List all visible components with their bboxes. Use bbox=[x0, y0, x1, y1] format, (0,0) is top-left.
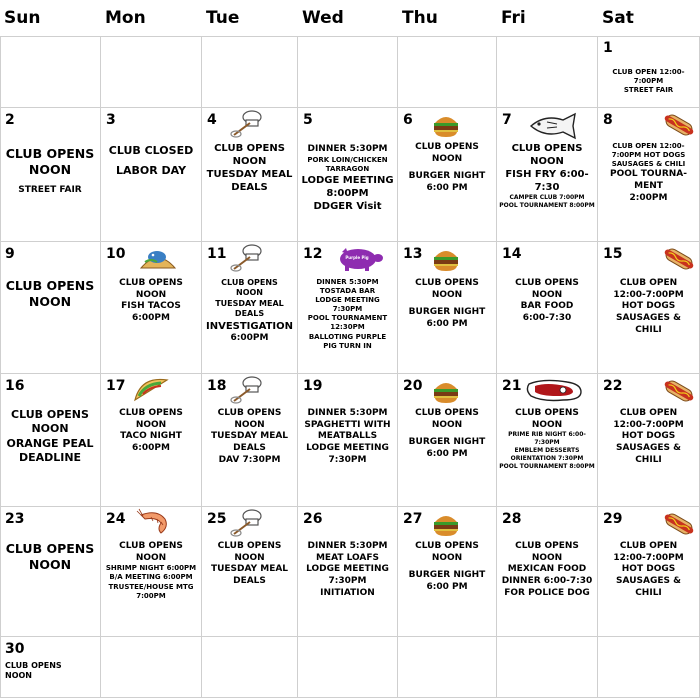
event-line: 6:00 PM bbox=[426, 582, 468, 593]
day-number: 11 bbox=[207, 246, 227, 262]
fish-taco-icon bbox=[137, 246, 179, 274]
day-number: 8 bbox=[603, 112, 613, 128]
event-line: PORK LOIN/CHICKEN bbox=[307, 155, 388, 164]
event-line: CLUB OPENS bbox=[217, 408, 282, 418]
event-line: SAUSAGES & bbox=[616, 313, 681, 324]
event-line: STREET FAIR bbox=[18, 184, 82, 195]
event-list bbox=[497, 278, 597, 325]
event-line: CLUB OPEN 12:00- bbox=[612, 68, 685, 76]
day-cell-5[interactable] bbox=[298, 108, 398, 242]
day-number: 4 bbox=[207, 112, 217, 128]
day-number: 7 bbox=[502, 112, 512, 128]
event-list bbox=[101, 541, 201, 601]
day-number: 21 bbox=[502, 378, 522, 394]
event-line: CLUB OPENS bbox=[415, 142, 479, 152]
day-cell-29[interactable] bbox=[598, 507, 700, 637]
weekday-header-wed: Wed bbox=[302, 8, 344, 28]
icon-caption: Purple Pig bbox=[345, 255, 369, 260]
event-line: CLUB OPENS bbox=[119, 541, 183, 551]
day-cell-empty bbox=[101, 637, 202, 698]
event-line: CLUB OPENS bbox=[515, 408, 579, 418]
event-line: INITIATION bbox=[320, 587, 375, 598]
event-line: HOT DOGS bbox=[621, 301, 676, 312]
event-list bbox=[598, 278, 699, 336]
event-line: 12:00-7:00PM bbox=[613, 419, 684, 430]
event-line: PIG TURN IN bbox=[323, 341, 372, 350]
event-line: ORIENTATION 7:30PM bbox=[510, 454, 584, 462]
event-line: 7:30PM bbox=[328, 454, 367, 465]
day-cell-23[interactable] bbox=[0, 507, 101, 637]
event-line: 6:00 PM bbox=[426, 449, 468, 460]
day-number: 12 bbox=[303, 246, 323, 262]
event-list bbox=[202, 408, 297, 466]
event-line: HOT DOGS bbox=[621, 431, 676, 442]
event-line: DEADLINE bbox=[18, 450, 82, 464]
day-cell-27[interactable] bbox=[398, 507, 497, 637]
purple-pig-icon bbox=[336, 246, 384, 272]
hot-dog-icon bbox=[662, 110, 696, 140]
day-cell-empty bbox=[298, 637, 398, 698]
day-number: 15 bbox=[603, 246, 623, 262]
event-line: SAUSAGES & CHILI bbox=[611, 160, 686, 169]
event-line: DDGER Visit bbox=[313, 200, 382, 212]
event-line: POOL TOURNAMENT 8:00PM bbox=[499, 201, 595, 209]
day-cell-empty bbox=[598, 637, 700, 698]
event-line: CLUB CLOSED bbox=[108, 144, 194, 157]
event-line: CAMPER CLUB 7:00PM bbox=[509, 194, 585, 201]
day-number: 28 bbox=[502, 511, 522, 527]
event-line: TUESDAY MEAL bbox=[210, 431, 289, 442]
event-line: B/A MEETING 6:00PM bbox=[109, 573, 193, 582]
event-line: CLUB OPEN bbox=[619, 408, 678, 418]
chef-hat-whisk-icon bbox=[230, 375, 264, 405]
event-list bbox=[398, 408, 496, 461]
day-number: 13 bbox=[403, 246, 423, 262]
event-line: CLUB OPENS bbox=[221, 278, 278, 287]
event-line: NOON bbox=[135, 552, 167, 563]
event-line: INVESTIGATION bbox=[206, 320, 293, 332]
event-line: LODGE MEETING bbox=[301, 174, 394, 186]
day-cell-3[interactable] bbox=[101, 108, 202, 242]
event-line: 12:00-7:00PM bbox=[613, 552, 684, 563]
event-line: TRUSTEE/HOUSE MTG bbox=[108, 582, 194, 591]
event-line: 7:00PM HOT DOGS bbox=[611, 151, 686, 160]
weekday-header-sun: Sun bbox=[4, 8, 41, 28]
event-list bbox=[202, 278, 297, 344]
event-line: NOON bbox=[31, 422, 69, 436]
event-line: CLUB OPENS bbox=[515, 278, 579, 288]
burger-icon bbox=[432, 378, 460, 404]
event-line: CLUB OPENS bbox=[5, 661, 62, 670]
event-line: FISH TACOS bbox=[121, 301, 181, 312]
event-line: DAV 7:30PM bbox=[218, 454, 281, 465]
event-line: POOL TOURNAMENT bbox=[307, 314, 388, 323]
event-list bbox=[5, 661, 100, 682]
event-line: SPAGHETTI WITH bbox=[304, 419, 391, 430]
event-line: DEALS bbox=[231, 182, 268, 193]
day-cell-empty bbox=[202, 637, 298, 698]
event-line: FISH FRY 6:00- bbox=[505, 169, 589, 180]
day-number: 18 bbox=[207, 378, 227, 394]
event-line: FOR POLICE DOG bbox=[504, 587, 590, 598]
weekday-header-fri: Fri bbox=[501, 8, 526, 28]
event-line: TUESDAY MEAL bbox=[210, 564, 289, 575]
event-line: 7:00PM bbox=[633, 77, 664, 86]
day-cell-17[interactable] bbox=[101, 374, 202, 507]
day-number: 16 bbox=[5, 378, 25, 394]
event-line: CLUB OPENS bbox=[11, 408, 89, 421]
event-line: 6:00 PM bbox=[426, 183, 468, 194]
day-cell-14[interactable] bbox=[497, 242, 598, 374]
day-cell-16[interactable] bbox=[0, 374, 101, 507]
event-list bbox=[298, 541, 397, 599]
event-line: NOON bbox=[531, 289, 563, 300]
event-list bbox=[0, 146, 100, 196]
event-line: DINNER 6:00-7:30 bbox=[501, 576, 593, 587]
chef-hat-whisk-icon bbox=[230, 508, 264, 538]
day-number: 17 bbox=[106, 378, 126, 394]
event-list bbox=[598, 408, 699, 466]
event-line: CHILI bbox=[635, 324, 662, 335]
event-line: NOON bbox=[431, 289, 463, 300]
event-line: BURGER NIGHT bbox=[408, 437, 486, 448]
day-number: 5 bbox=[303, 112, 313, 128]
event-list bbox=[497, 408, 597, 470]
event-line: 8:00PM bbox=[326, 187, 369, 199]
event-line: CLUB OPEN bbox=[619, 278, 678, 288]
event-list bbox=[598, 68, 699, 95]
day-cell-empty bbox=[398, 637, 497, 698]
event-line: NOON bbox=[531, 419, 563, 430]
event-line: 7:30PM bbox=[534, 439, 560, 447]
event-line: NOON bbox=[234, 419, 265, 430]
event-line: NOON bbox=[28, 557, 72, 573]
day-number: 10 bbox=[106, 246, 126, 262]
event-list bbox=[398, 541, 496, 594]
day-cell-8[interactable] bbox=[598, 108, 700, 242]
event-line: NOON bbox=[28, 162, 72, 178]
event-line: LODGE MEETING bbox=[306, 443, 389, 454]
day-number: 24 bbox=[106, 511, 126, 527]
shrimp-icon bbox=[135, 507, 175, 537]
taco-icon bbox=[131, 374, 171, 404]
burger-icon bbox=[432, 511, 460, 537]
event-line: CLUB OPENS bbox=[5, 278, 95, 293]
event-line: LODGE MEETING bbox=[315, 296, 380, 305]
event-line: DEALS bbox=[234, 309, 265, 319]
event-line: SAUSAGES & bbox=[616, 576, 681, 587]
day-cell-20[interactable] bbox=[398, 374, 497, 507]
event-line: MEXICAN FOOD bbox=[507, 564, 587, 575]
event-line: NOON bbox=[234, 552, 265, 563]
day-cell-empty bbox=[497, 637, 598, 698]
day-cell-1[interactable] bbox=[598, 36, 700, 108]
event-line: CLUB OPENS bbox=[415, 541, 479, 551]
day-cell-11[interactable] bbox=[202, 242, 298, 374]
event-line: TUESDAY MEAL bbox=[206, 169, 293, 180]
day-cell-empty bbox=[0, 36, 101, 108]
event-line: CLUB OPENS bbox=[119, 408, 183, 418]
burger-icon bbox=[432, 112, 460, 138]
day-cell-2[interactable] bbox=[0, 108, 101, 242]
event-line: CLUB OPEN 12:00- bbox=[612, 142, 685, 150]
event-line: CLUB OPENS bbox=[415, 278, 479, 288]
day-cell-13[interactable] bbox=[398, 242, 497, 374]
event-line: 12:00-7:00PM bbox=[613, 289, 684, 300]
event-line: NOON bbox=[236, 288, 263, 298]
event-line: NOON bbox=[431, 153, 463, 164]
hot-dog-icon bbox=[662, 244, 696, 274]
chef-hat-whisk-icon bbox=[230, 109, 264, 139]
event-line: POOL TOURNA- bbox=[609, 169, 688, 180]
day-cell-19[interactable] bbox=[298, 374, 398, 507]
day-number: 19 bbox=[303, 378, 323, 394]
event-line: STREET FAIR bbox=[623, 86, 674, 95]
event-list bbox=[0, 278, 100, 311]
day-cell-12[interactable] bbox=[298, 242, 398, 374]
event-list bbox=[202, 541, 297, 588]
event-line: NOON bbox=[531, 552, 563, 563]
event-line: EMBLEM DESSERTS bbox=[514, 446, 580, 454]
event-line: MEATBALLS bbox=[317, 431, 378, 442]
hot-dog-icon bbox=[662, 509, 696, 539]
event-list bbox=[202, 142, 297, 194]
event-line: 6:00PM bbox=[132, 443, 170, 454]
event-list bbox=[298, 278, 397, 351]
event-list bbox=[398, 278, 496, 331]
day-cell-15[interactable] bbox=[598, 242, 700, 374]
event-line: DEALS bbox=[233, 576, 266, 587]
hot-dog-icon bbox=[662, 376, 696, 406]
event-list bbox=[398, 142, 496, 195]
day-cell-4[interactable] bbox=[202, 108, 298, 242]
day-number: 14 bbox=[502, 246, 522, 262]
day-cell-24[interactable] bbox=[101, 507, 202, 637]
weekday-header-sat: Sat bbox=[602, 8, 634, 28]
event-line: DINNER 5:30PM bbox=[316, 278, 379, 286]
day-number: 25 bbox=[207, 511, 227, 527]
event-line: BURGER NIGHT bbox=[408, 171, 486, 182]
day-number: 30 bbox=[5, 641, 25, 657]
day-cell-empty bbox=[202, 36, 298, 108]
event-line: CLUB OPENS bbox=[217, 541, 282, 551]
event-list bbox=[497, 142, 597, 210]
event-line: NOON bbox=[530, 156, 564, 167]
event-line: LODGE MEETING bbox=[306, 564, 389, 575]
event-line: SAUSAGES & bbox=[616, 443, 681, 454]
event-line: NOON bbox=[431, 419, 463, 430]
day-cell-9[interactable] bbox=[0, 242, 101, 374]
event-line: NOON bbox=[28, 294, 72, 310]
event-line: 6:00-7:30 bbox=[522, 313, 572, 324]
day-number: 9 bbox=[5, 246, 15, 262]
event-list bbox=[497, 541, 597, 599]
event-list bbox=[0, 408, 100, 465]
event-line: CLUB OPENS bbox=[511, 143, 583, 154]
event-line: PRIME RIB NIGHT 6:00- bbox=[508, 431, 586, 439]
day-cell-18[interactable] bbox=[202, 374, 298, 507]
burger-icon bbox=[432, 246, 460, 272]
event-line: CLUB OPENS bbox=[119, 278, 183, 288]
event-line: NOON bbox=[232, 156, 267, 167]
event-line: 6:00PM bbox=[230, 332, 269, 343]
day-number: 23 bbox=[5, 511, 25, 527]
day-cell-21[interactable] bbox=[497, 374, 598, 507]
day-cell-empty bbox=[497, 36, 598, 108]
event-list bbox=[298, 408, 397, 466]
event-line: NOON bbox=[135, 289, 167, 300]
event-line: HOT DOGS bbox=[621, 564, 676, 575]
day-number: 22 bbox=[603, 378, 623, 394]
event-list bbox=[101, 278, 201, 325]
event-line: CLUB OPENS bbox=[5, 146, 95, 161]
event-line: MEAT LOAFS bbox=[315, 552, 380, 563]
day-number: 27 bbox=[403, 511, 423, 527]
event-line: ORANGE PEAL bbox=[6, 436, 94, 450]
day-cell-empty bbox=[398, 36, 497, 108]
event-line: CLUB OPENS bbox=[214, 143, 285, 154]
event-line: 2:00PM bbox=[629, 192, 668, 203]
day-cell-empty bbox=[298, 36, 398, 108]
event-line: 7:30 bbox=[534, 182, 560, 193]
event-line: DEALS bbox=[233, 443, 266, 454]
steak-icon bbox=[523, 376, 587, 404]
event-line: CHILI bbox=[635, 454, 662, 465]
event-line: NOON bbox=[431, 552, 463, 563]
day-number: 3 bbox=[106, 112, 116, 128]
day-cell-28[interactable] bbox=[497, 507, 598, 637]
day-cell-26[interactable] bbox=[298, 507, 398, 637]
day-number: 2 bbox=[5, 112, 15, 128]
day-number: 26 bbox=[303, 511, 323, 527]
event-line: BURGER NIGHT bbox=[408, 570, 486, 581]
event-line: SHRIMP NIGHT 6:00PM bbox=[105, 564, 197, 573]
day-cell-empty bbox=[101, 36, 202, 108]
day-cell-25[interactable] bbox=[202, 507, 298, 637]
event-line: DINNER 5:30PM bbox=[307, 408, 388, 418]
event-list bbox=[0, 541, 100, 574]
event-line: 7:00PM bbox=[136, 591, 166, 600]
event-line: CLUB OPENS bbox=[415, 408, 479, 418]
event-line: DINNER 5:30PM bbox=[307, 144, 388, 154]
event-line: CLUB OPENS bbox=[5, 541, 95, 556]
event-line: BURGER NIGHT bbox=[408, 307, 486, 318]
weekday-header-tue: Tue bbox=[206, 8, 240, 28]
event-line: TOSTADA BAR bbox=[319, 287, 376, 296]
fish-icon bbox=[527, 112, 579, 140]
day-number: 29 bbox=[603, 511, 623, 527]
event-line: TACO NIGHT bbox=[120, 431, 182, 442]
event-line: 7:30PM bbox=[332, 305, 363, 314]
day-number: 1 bbox=[603, 40, 613, 56]
event-line: TARRAGON bbox=[325, 164, 370, 173]
weekday-header-mon: Mon bbox=[105, 8, 146, 28]
event-line: 7:30PM bbox=[328, 576, 367, 587]
day-number: 6 bbox=[403, 112, 413, 128]
event-list bbox=[101, 144, 201, 179]
day-cell-6[interactable] bbox=[398, 108, 497, 242]
day-cell-7[interactable] bbox=[497, 108, 598, 242]
event-line: BAR FOOD bbox=[520, 301, 574, 312]
event-line: 12:30PM bbox=[330, 323, 365, 332]
event-line: DINNER 5:30PM bbox=[307, 541, 388, 551]
day-cell-10[interactable] bbox=[101, 242, 202, 374]
day-cell-30[interactable] bbox=[0, 637, 101, 698]
event-list bbox=[101, 408, 201, 455]
event-line: CLUB OPEN bbox=[619, 541, 678, 551]
chef-hat-whisk-icon bbox=[230, 243, 264, 273]
event-line: TUESDAY MEAL bbox=[215, 298, 284, 308]
day-number: 20 bbox=[403, 378, 423, 394]
event-list bbox=[298, 144, 397, 213]
event-line: CHILI bbox=[635, 587, 662, 598]
event-line: NOON bbox=[5, 671, 32, 681]
event-line: CLUB OPENS bbox=[515, 541, 579, 551]
event-line: POOL TOURNAMENT 8:00PM bbox=[499, 462, 595, 470]
event-line: LABOR DAY bbox=[115, 164, 187, 178]
weekday-header-thu: Thu bbox=[402, 8, 438, 28]
day-cell-22[interactable] bbox=[598, 374, 700, 507]
event-list bbox=[598, 142, 699, 204]
event-line: MENT bbox=[634, 180, 663, 191]
event-line: NOON bbox=[135, 419, 167, 430]
event-line: 6:00 PM bbox=[426, 319, 468, 330]
event-list bbox=[598, 541, 699, 599]
event-line: BALLOTING PURPLE bbox=[308, 332, 387, 341]
event-line: 6:00PM bbox=[132, 313, 170, 324]
